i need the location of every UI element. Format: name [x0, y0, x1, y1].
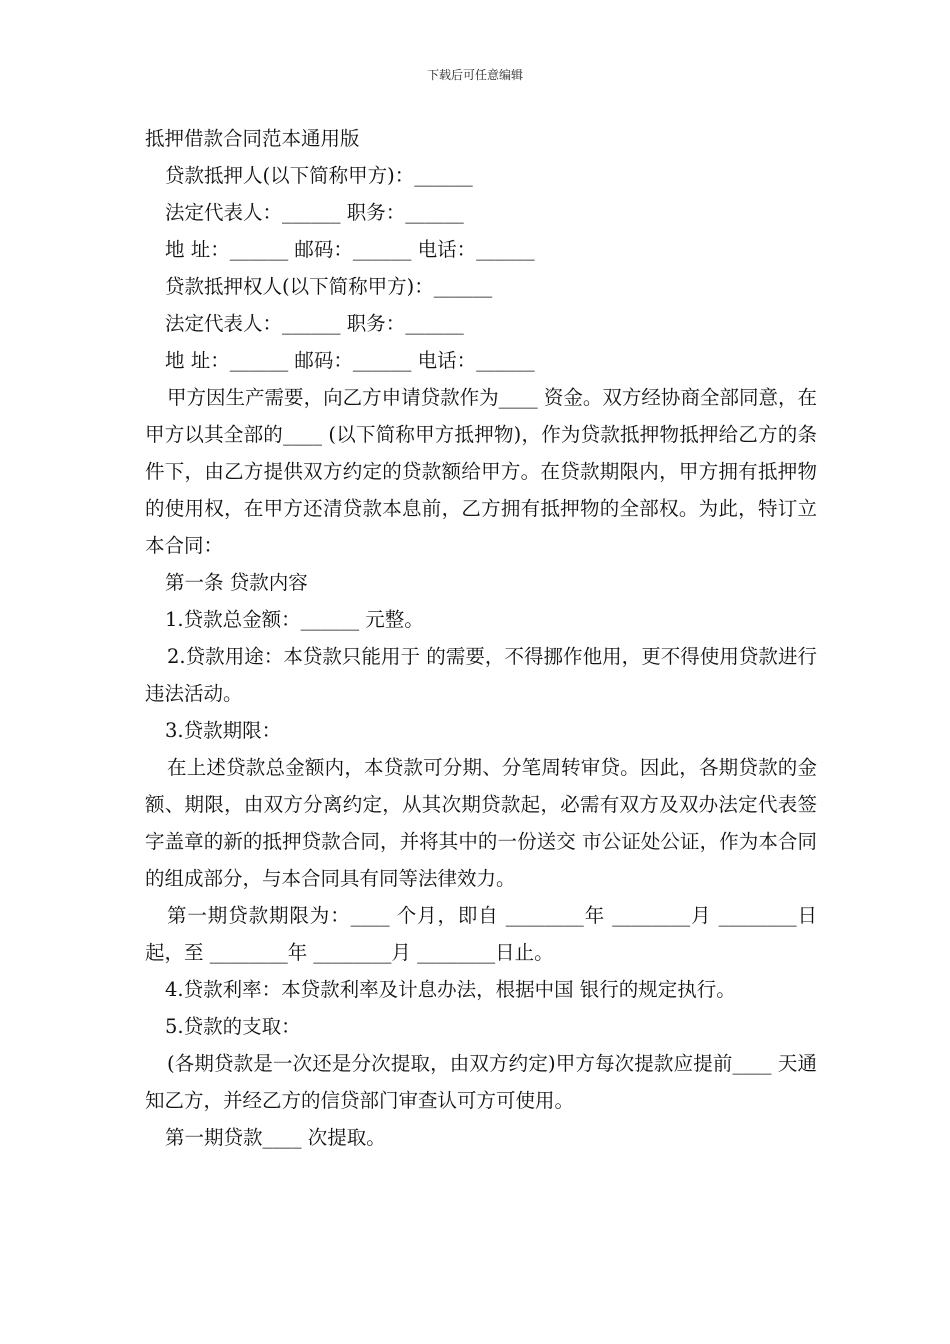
mortgagor-representative-line: 法定代表人：______ 职务：______: [165, 201, 464, 224]
interest-rate-item: 4.贷款利率：本贷款利率及计息办法，根据中国 银行的规定执行。: [165, 978, 736, 1001]
loan-term-paragraph: 在上述贷款总金额内，本贷款可分期、分笔周转审贷。因此，各期贷款的金额、期限，由双方分离约定，从其次期贷款起，必需有双方及双办法定代表签字盖章的新的抵押贷款合同，并将其中的一份送交 市公证处公证，作为本合同的组成部分，与本合同具有同等法律效力。: [145, 756, 817, 890]
loan-term-heading: 3.贷款期限：: [165, 719, 282, 742]
mortgagor-address-line: 地 址：______ 邮码：______ 电话：______: [165, 238, 535, 261]
withdrawal-paragraph: (各期贷款是一次还是分次提取，由双方约定)甲方每次提款应提前____ 天通知乙方，并经乙方的信贷部门审查认可方可使用。: [145, 1052, 817, 1112]
mortgagor-line: 贷款抵押人(以下简称甲方)：______: [165, 164, 473, 187]
first-period-withdrawal: 第一期贷款____ 次提取。: [165, 1126, 386, 1149]
mortgagee-address-line: 地 址：______ 邮码：______ 电话：______: [165, 349, 535, 372]
article1-heading: 第一条 贷款内容: [165, 571, 308, 594]
document-title: 抵押借款合同范本通用版: [145, 127, 360, 150]
loan-purpose-item: 2.贷款用途：本贷款只能用于 的需要，不得挪作他用，更不得使用贷款进行违法活动。: [145, 645, 817, 705]
preamble-paragraph: 甲方因生产需要，向乙方申请贷款作为____ 资金。双方经协商全部同意，在甲方以其全部的____ (以下简称甲方抵押物)，作为贷款抵押物抵押给乙方的条件下，由乙方提供双方约定的贷款额给甲方。在贷款期限内，甲方拥有抵押物的使用权，在甲方还清贷款本息前，乙方拥有抵押物的全部权。为此，特订立本合同：: [145, 386, 817, 557]
withdrawal-heading: 5.贷款的支取：: [165, 1015, 301, 1038]
page-header-note: 下载后可任意编辑: [426, 68, 523, 82]
contract-document: [145, 120, 817, 1156]
first-period-term: 第一期贷款期限为：____ 个月，即自 ________年 ________月 ________日起，至 ________年 ________月 ________日止。: [145, 904, 817, 964]
loan-amount-item: 1.贷款总金额：______ 元整。: [165, 608, 424, 631]
mortgagee-representative-line: 法定代表人：______ 职务：______: [165, 312, 464, 335]
mortgagee-line: 贷款抵押权人(以下简称甲方)：______: [165, 275, 493, 298]
